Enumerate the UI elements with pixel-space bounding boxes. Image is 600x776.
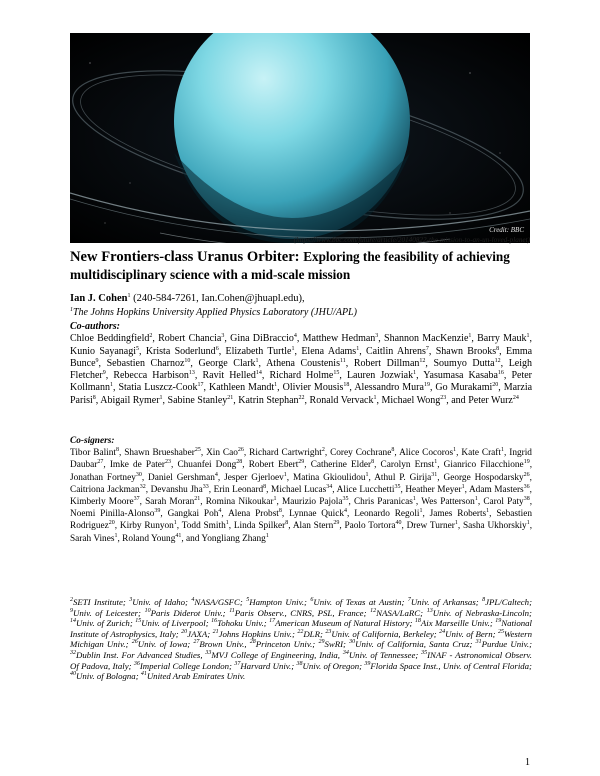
cosigner-name: Corey Cochrane$^8$ (330, 447, 395, 459)
cosigner-name: Sarah Moran$^{21}$ (145, 496, 201, 508)
affiliation-item: $^{29}$SwRI; (318, 639, 350, 650)
paper-title (70, 248, 532, 284)
coauthor-name: Shannon MacKenzie$^1$ (384, 333, 472, 345)
title-main: New Frontiers-class Uranus Orbiter: (70, 249, 300, 265)
lead-author: Ian J. Cohen$^1$ (240-584-7261, Ian.Cohen@jhuapl.edu), (70, 293, 305, 304)
cosigner-name: Kate Craft$^1$ (461, 447, 504, 459)
affiliation-item: $^{11}$Paris Observ., CNRS, PSL, France; (229, 607, 371, 618)
affiliation-item: $^9$Univ. of Leicester; (70, 607, 145, 618)
coauthor-name: Kathleen Mandt$^1$ (209, 382, 278, 394)
affiliation-item: $^{30}$Univ. of California, Santa Cruz; (349, 639, 476, 650)
cosigner-name: Heather Meyer$^1$ (405, 483, 465, 495)
affiliation-item: $^{32}$Dublin Inst. For Advanced Studies, (70, 649, 206, 660)
affiliation-item: $^{19}$National Institute of Astrophysics, Italy; (70, 618, 532, 639)
affiliation-item: $^{23}$Univ. of California, Berkeley; (325, 628, 440, 639)
coauthor-name: Peter Wurz$^{24}$ (468, 394, 519, 406)
affiliation-item: $^{26}$Univ. of Iowa; (131, 639, 194, 650)
coauthor-name: Lauren Jozwiak$^1$ (346, 370, 417, 382)
affiliation-item: $^4$NASA/GSFC; (191, 597, 247, 607)
cosigner-name: James Roberts$^1$ (429, 508, 490, 520)
coauthor-name: Statia Luszcz-Cook$^{17}$ (118, 382, 204, 394)
affiliation-item: $^{34}$Univ. of Tennessee; (342, 649, 422, 660)
uranus-illustration (70, 33, 530, 243)
affiliation-item: $^{24}$Univ. of Bern; (439, 628, 498, 639)
coauthor-name: Abigail Rymer$^1$ (100, 394, 163, 406)
cosigner-name: Sebastien Rodriguez$^{20}$ (70, 509, 532, 532)
cosigner-name: Lynnae Quick$^4$ (289, 508, 348, 520)
affiliation-list (70, 597, 532, 682)
coauthor-name: Soumyo Dutta$^{12}$ (433, 357, 501, 369)
cosigner-name: Paolo Tortora$^{40}$ (344, 520, 402, 532)
affiliation-item: $^8$JPL/Caltech; (482, 597, 533, 607)
cosigner-name: Noemi Pinilla-Alonso$^{39}$ (70, 508, 161, 520)
coauthor-name: Shawn Brooks$^8$ (435, 345, 500, 357)
coauthor-name: Michael Wong$^{23}$ (381, 394, 447, 406)
coauthor-name: Yasumasa Kasaba$^{16}$ (423, 370, 504, 382)
cosigner-name: Wes Patterson$^1$ (421, 496, 478, 508)
conjunction: and (186, 533, 200, 544)
affiliation-item: $^{14}$Univ. of Zurich; (70, 618, 136, 629)
coauthor-name: Olivier Mousis$^{18}$ (282, 382, 350, 394)
coauthor-name: Barry Mauk$^1$ (477, 333, 530, 345)
coauthor-name: Sabine Stanley$^{21}$ (167, 394, 234, 406)
author-name: Ian J. Cohen (70, 293, 128, 304)
cosigner-name: Matina Gkioulidou$^1$ (292, 471, 369, 483)
cosigner-name: Gianrico Filacchione$^{19}$ (443, 459, 530, 471)
coauthors-section (70, 321, 532, 407)
coauthor-name: Emma Bunce$^9$ (70, 345, 533, 369)
coauthor-name: Robert Dillman$^{12}$ (353, 357, 426, 369)
coauthor-name: Go Murakami$^{20}$ (435, 382, 499, 394)
affiliation-item: $^{40}$Univ. of Bologna; (70, 671, 141, 682)
cosigner-name: Chris Paranicas$^1$ (353, 496, 416, 508)
affiliation-item: $^{33}$MVJ College of Engineering, India, (205, 649, 343, 660)
affiliation-item: $^{18}$Aix Marseille Univ.; (414, 618, 496, 629)
cosigner-name: Jonathan Fortney$^{30}$ (70, 471, 142, 483)
cosigner-name: Gangkai Poh$^4$ (167, 508, 222, 520)
affiliation-item: $^{39}$Florida Space Inst., Univ. of Central Florida; (364, 660, 532, 671)
cosigner-name: Kimberly Moore$^{37}$ (70, 496, 140, 508)
coauthor-name: Elena Adams$^1$ (301, 345, 360, 357)
cosigner-name: Maurizio Pajola$^{35}$ (281, 496, 349, 508)
cosigner-name: Xin Cao$^{26}$ (206, 447, 244, 459)
cosigner-name: Jesper Gjerloev$^1$ (224, 471, 287, 483)
cover-image (70, 33, 530, 243)
coauthor-name: Marzia Parisi$^8$ (70, 382, 533, 406)
coauthor-name: Sebastien Charnoz$^{10}$ (106, 357, 191, 369)
cosigner-name: Shawn Brueshaber$^{25}$ (124, 447, 201, 459)
cosigner-name: Alan Stern$^{29}$ (292, 520, 340, 532)
cosigner-name: Todd Smith$^1$ (181, 520, 229, 532)
affiliation-item: $^7$Univ. of Arkansas; (407, 597, 483, 607)
affiliation-item: $^{10}$Paris Diderot Univ.; (144, 607, 230, 618)
affiliation-item: $^5$Hampton Univ.; (246, 597, 311, 607)
author-contact: (240-584-7261, Ian.Cohen@jhuapl.edu), (130, 293, 305, 304)
page-number: 1 (525, 757, 530, 768)
coauthor-name: Matthew Hedman$^3$ (302, 333, 379, 345)
cosigner-name: Ingrid Daubar$^{27}$ (70, 448, 532, 471)
cosigner-name: Devanshu Jha$^{33}$ (150, 483, 209, 495)
cosigner-name: Romina Nikoukar$^1$ (205, 496, 277, 508)
cosigner-name: Kirby Runyon$^1$ (119, 520, 177, 532)
affiliation-item: $^{31}$Purdue Univ.; (475, 639, 532, 650)
cosigner-name: Carol Paty$^{38}$ (483, 496, 530, 508)
affiliation-item: $^{25}$Western Michigan Univ.; (70, 628, 533, 650)
affiliation-item: $^{38}$Univ. of Oregon; (296, 660, 365, 671)
coauthor-name: Richard Holme$^{15}$ (269, 370, 340, 382)
cosigner-name: Caitriona Jackman$^{32}$ (70, 483, 146, 495)
coauthor-name: Athena Coustenis$^{11}$ (266, 357, 346, 369)
cosigner-name: Alice Lucchetti$^{35}$ (336, 483, 401, 495)
coauthor-name: Ravit Helled$^{14}$ (202, 370, 262, 382)
coauthors-heading: Co-authors: (70, 321, 121, 332)
cosigner-name: Daniel Gershman$^4$ (148, 471, 218, 483)
cosigner-list: Tibor Balint$^8$, Shawn Brueshaber$^{25}$, Xin Cao$^{26}$, Richard Cartwright$^2$, Corey Cochrane$^8$, Alice Cocoros$^1$, Kate Craft$^1$, Ingrid Daubar$^{27}$, Imke de Pater$^{23}$, Chuanfei Dong$^{28}$, Robert Ebert$^{29}$, Catherine Elder$^8$, Carolyn Ernst$^1$, Gianrico Filacchione$^{19}$, Jonathan Fortney$^{30}$, Daniel Gershman$^4$, Jesper Gjerloev$^1$, Matina Gkioulidou$^1$, Athul P. Girija$^{31}$, George Hospodarsky$^{26}$, Caitriona Jackman$^{32}$, Devanshu Jha$^{33}$, Erin Leonard$^8$, Michael Lucas$^{34}$, Alice Lucchetti$^{35}$, Heather Meyer$^1$, Adam Masters$^{36}$, Kimberly Moore$^{37}$, Sarah Moran$^{21}$, Romina Nikoukar$^1$, Maurizio Pajola$^{35}$, Chris Paranicas$^1$, Wes Patterson$^1$, Carol Paty$^{38}$, Noemi Pinilla-Alonso$^{39}$, Gangkai Poh$^4$, Alena Probst$^8$, Lynnae Quick$^4$, Leonardo Regoli$^1$, James Roberts$^1$, Sebastien Rodriguez$^{20}$, Kirby Runyon$^1$, Todd Smith$^1$, Linda Spilker$^8$, Alan Stern$^{29}$, Paolo Tortora$^{40}$, Drew Turner$^1$, Sasha Ukhorskiy$^1$, Sarah Vines$^1$, Roland Young$^{41}$, and Yongliang Zhang$^1$ (70, 447, 533, 544)
cosigner-name: Alena Probst$^8$ (228, 508, 282, 520)
cosigner-name: Carolyn Ernst$^1$ (380, 459, 438, 471)
affiliation-item: $^3$Univ. of Idaho; (129, 597, 192, 607)
image-credit: Credit: BBC (489, 226, 524, 234)
affiliation-item: $^{13}$Univ. of Nebraska-Lincoln; (426, 607, 532, 618)
affiliation-item: $^{27}$Brown Univ., (193, 639, 250, 650)
coauthor-name: Elizabeth Turtle$^1$ (225, 345, 295, 357)
coauthor-name: Rebecca Harbison$^{13}$ (113, 370, 195, 382)
cosigner-name: Adam Masters$^{36}$ (468, 483, 530, 495)
cosigner-name: Alice Cocoros$^1$ (399, 447, 457, 459)
cosigner-name: Erin Leonard$^8$ (213, 483, 267, 495)
image-credit-url[interactable]: (https://www.bbc.com/future/article/20140822-the-mission-to-an-un-loved-planet) (293, 236, 530, 244)
cosigner-name: Drew Turner$^1$ (406, 520, 458, 532)
cosigner-name: Yongliang Zhang$^1$ (201, 532, 269, 544)
affiliation-item: $^{21}$Johns Hopkins Univ.; (212, 628, 298, 639)
coauthor-name: Gina DiBraccio$^4$ (230, 333, 297, 345)
cosigner-name: Tibor Balint$^8$ (70, 447, 119, 459)
affiliation-item: $^{35}$INAF - Astronomical Observ. Of Padova, Italy; (70, 649, 532, 671)
cosigner-name: Athul P. Girija$^{31}$ (374, 471, 438, 483)
cosigner-name: Chuanfei Dong$^{28}$ (177, 459, 243, 471)
coauthor-name: Ronald Vervack$^1$ (309, 394, 377, 406)
cosigner-name: Sasha Ukhorskiy$^1$ (462, 520, 530, 532)
coauthor-name: Alessandro Mura$^{19}$ (354, 382, 430, 394)
cosigner-name: Michael Lucas$^{34}$ (271, 483, 333, 495)
title-subtitle: Exploring the feasibility of achieving multidisciplinary science with a mid-scale mission (70, 249, 510, 282)
affiliation-item: $^{41}$United Arab Emirates Univ. (140, 671, 246, 682)
coauthor-name: Leigh Fletcher$^9$ (70, 357, 533, 382)
coauthor-name: Chloe Beddingfield$^2$ (70, 333, 153, 345)
affiliation-item: $^{12}$NASA/LaRC; (370, 607, 427, 618)
coauthor-name: Peter Kollmann$^1$ (70, 370, 532, 394)
cosigner-name: Richard Cartwright$^2$ (249, 447, 325, 459)
cosigner-name: Catherine Elder$^8$ (310, 459, 375, 471)
affiliation-item: $^{16}$Tohoku Univ.; (211, 618, 270, 629)
affiliation-item: $^{20}$JAXA; (181, 628, 213, 639)
affiliation-item: $^6$Univ. of Texas at Austin; (310, 597, 408, 607)
affiliation-item: $^{17}$American Museum of Natural History; (269, 618, 415, 629)
affiliation-item: $^{37}$Harvard Univ.; (234, 660, 297, 671)
cosigner-name: Sarah Vines$^1$ (70, 532, 118, 544)
cosigners-section (70, 435, 532, 545)
coauthor-name: Caitlin Ahrens$^7$ (366, 345, 429, 357)
affiliation-item: $^2$SETI Institute; (70, 597, 130, 607)
coauthor-name: Kunio Sayanagi$^5$ (70, 345, 139, 357)
affiliation-item: $^{36}$Imperial College London; (133, 660, 235, 671)
affiliation-item: $^{15}$Univ. of Liverpool; (135, 618, 212, 629)
cosigner-name: Leonardo Regoli$^1$ (354, 508, 423, 520)
coauthor-list: Chloe Beddingfield$^2$, Robert Chancia$^3$, Gina DiBraccio$^4$, Matthew Hedman$^3$, Shannon MacKenzie$^1$, Barry Mauk$^1$, Kunio Sayanagi$^5$, Krista Soderlund$^6$, Elizabeth Turtle$^1$, Elena Adams$^1$, Caitlin Ahrens$^7$, Shawn Brooks$^8$, Emma Bunce$^9$, Sebastien Charnoz$^{10}$, George Clark$^1$, Athena Coustenis$^{11}$, Robert Dillman$^{12}$, Soumyo Dutta$^{12}$, Leigh Fletcher$^9$, Rebecca Harbison$^{13}$, Ravit Helled$^{14}$, Richard Holme$^{15}$, Lauren Jozwiak$^1$, Yasumasa Kasaba$^{16}$, Peter Kollmann$^1$, Statia Luszcz-Cook$^{17}$, Kathleen Mandt$^1$, Olivier Mousis$^{18}$, Alessandro Mura$^{19}$, Go Murakami$^{20}$, Marzia Parisi$^8$, Abigail Rymer$^1$, Sabine Stanley$^{21}$, Katrin Stephan$^{22}$, Ronald Vervack$^1$, Michael Wong$^{23}$, and Peter Wurz$^{24}$ (70, 333, 533, 406)
cosigner-name: George Hospodarsky$^{26}$ (443, 471, 530, 483)
cosigner-name: Robert Ebert$^{29}$ (248, 459, 305, 471)
affiliation-item: $^{22}$DLR; (297, 628, 326, 639)
coauthor-name: Katrin Stephan$^{22}$ (238, 394, 305, 406)
coauthor-name: Krista Soderlund$^6$ (145, 345, 219, 357)
cosigners-heading: Co-signers: (70, 436, 115, 446)
cosigner-name: Linda Spilker$^8$ (233, 520, 289, 532)
cosigner-name: Roland Young$^{41}$ (122, 532, 182, 544)
affiliation-item: $^{28}$Princeton Univ.; (249, 639, 319, 650)
cosigner-name: Imke de Pater$^{23}$ (109, 459, 172, 471)
lead-affiliation: $^1$The Johns Hopkins University Applied Physics Laboratory (JHU/APL) (70, 307, 357, 318)
coauthor-name: Robert Chancia$^3$ (158, 333, 225, 345)
coauthor-name: George Clark$^1$ (198, 357, 259, 369)
conjunction: and (451, 394, 466, 406)
